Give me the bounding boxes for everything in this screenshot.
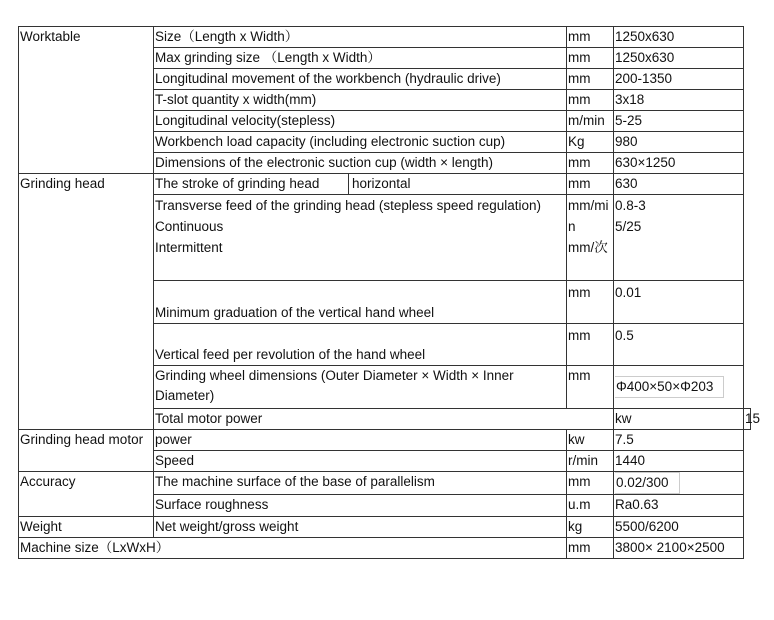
param-label: The machine surface of the base of parallelism [154, 472, 567, 495]
unit-cell: mm [567, 48, 614, 69]
unit-cell: mm [567, 538, 614, 559]
value-cell: 0.01 [614, 281, 744, 324]
value-cell: 5-25 [614, 111, 744, 132]
unit-cell: Kg [567, 132, 614, 153]
value-cell: 3x18 [614, 90, 744, 111]
stroke-direction: horizontal [352, 176, 411, 191]
table-row [19, 27, 751, 48]
feed-params [154, 195, 567, 281]
unit-cell: r/min [567, 451, 614, 472]
table-row [19, 472, 751, 495]
unit-cell: n [568, 219, 576, 234]
value-cell: 15 [744, 409, 751, 430]
category-machine-size: Machine size（LxWxH） [19, 538, 567, 559]
category-accuracy: Accuracy [19, 472, 154, 517]
value-cell: 980 [614, 132, 744, 153]
param-label: power [154, 430, 567, 451]
unit-cell: mm [567, 153, 614, 174]
unit-cell: m/min [567, 111, 614, 132]
param-label: Workbench load capacity (including electronic suction cup) [154, 132, 567, 153]
value-cell: 0.5 [614, 324, 744, 366]
param-label: Dimensions of the electronic suction cup (width × length) [154, 153, 567, 174]
param-label: Continuous [155, 219, 224, 234]
value-cell: 630×1250 [614, 153, 744, 174]
unit-cell: mm [567, 281, 614, 324]
value-cell: 1440 [614, 451, 744, 472]
param-label: Surface roughness [154, 495, 567, 517]
category-weight: Weight [19, 517, 154, 538]
unit-cell: mm [567, 174, 614, 195]
table-row [19, 538, 751, 559]
unit-cell: kg [567, 517, 614, 538]
param-label: Longitudinal movement of the workbench (hydraulic drive) [154, 69, 567, 90]
param-label: Net weight/gross weight [154, 517, 567, 538]
value-cell: 630 [614, 174, 744, 195]
param-label: Speed [154, 451, 567, 472]
unit-cell: mm [567, 27, 614, 48]
category-grinding-head: Grinding head [19, 174, 154, 430]
stroke-cell [154, 174, 567, 195]
unit-cell: mm [567, 90, 614, 111]
value-cell: 1250x630 [614, 48, 744, 69]
value-cell [614, 472, 744, 495]
value-cell: 1250x630 [614, 27, 744, 48]
wheel-value: Φ400×50×Φ203 [615, 376, 724, 398]
param-label: Transverse feed of the grinding head (stepless speed regulation) [155, 198, 541, 213]
value-cell: Ra0.63 [614, 495, 744, 517]
unit-cell: mm [567, 324, 614, 366]
unit-cell: mm [567, 69, 614, 90]
parallel-value: 0.02/300 [615, 472, 680, 494]
value-cell [614, 366, 744, 409]
unit-cell: u.m [567, 495, 614, 517]
param-label: Vertical feed per revolution of the hand wheel [154, 324, 567, 366]
value-cell: 7.5 [614, 430, 744, 451]
unit-cell: kw [614, 409, 744, 430]
unit-cell: mm/次 [568, 240, 608, 255]
value-cell: 0.8-3 [615, 198, 646, 213]
category-worktable: Worktable [19, 27, 154, 174]
param-label: Size（Length x Width） [154, 27, 567, 48]
param-label: Total motor power [154, 409, 614, 430]
param-label: Minimum graduation of the vertical hand wheel [154, 281, 567, 324]
table-row [19, 430, 751, 451]
feed-units [567, 195, 614, 281]
category-grinding-head-motor: Grinding head motor [19, 430, 154, 472]
table-row [19, 517, 751, 538]
param-label: Longitudinal velocity(stepless) [154, 111, 567, 132]
param-label: Intermittent [155, 240, 223, 255]
table-row [19, 174, 751, 195]
value-cell: 3800× 2100×2500 [614, 538, 744, 559]
stroke-label: The stroke of grinding head [155, 174, 349, 194]
value-cell: 5/25 [615, 219, 642, 234]
unit-cell: mm [567, 366, 614, 409]
spec-table [18, 26, 761, 559]
param-label: Grinding wheel dimensions (Outer Diameter × Width × Inner Diameter) [154, 366, 567, 409]
value-cell: 200-1350 [614, 69, 744, 90]
param-label: T-slot quantity x width(mm) [154, 90, 567, 111]
unit-cell: mm [567, 472, 614, 495]
param-label: Max grinding size （Length x Width） [154, 48, 567, 69]
unit-cell: kw [567, 430, 614, 451]
feed-values [614, 195, 744, 281]
value-cell: 5500/6200 [614, 517, 744, 538]
unit-cell: mm/mi [568, 198, 609, 213]
